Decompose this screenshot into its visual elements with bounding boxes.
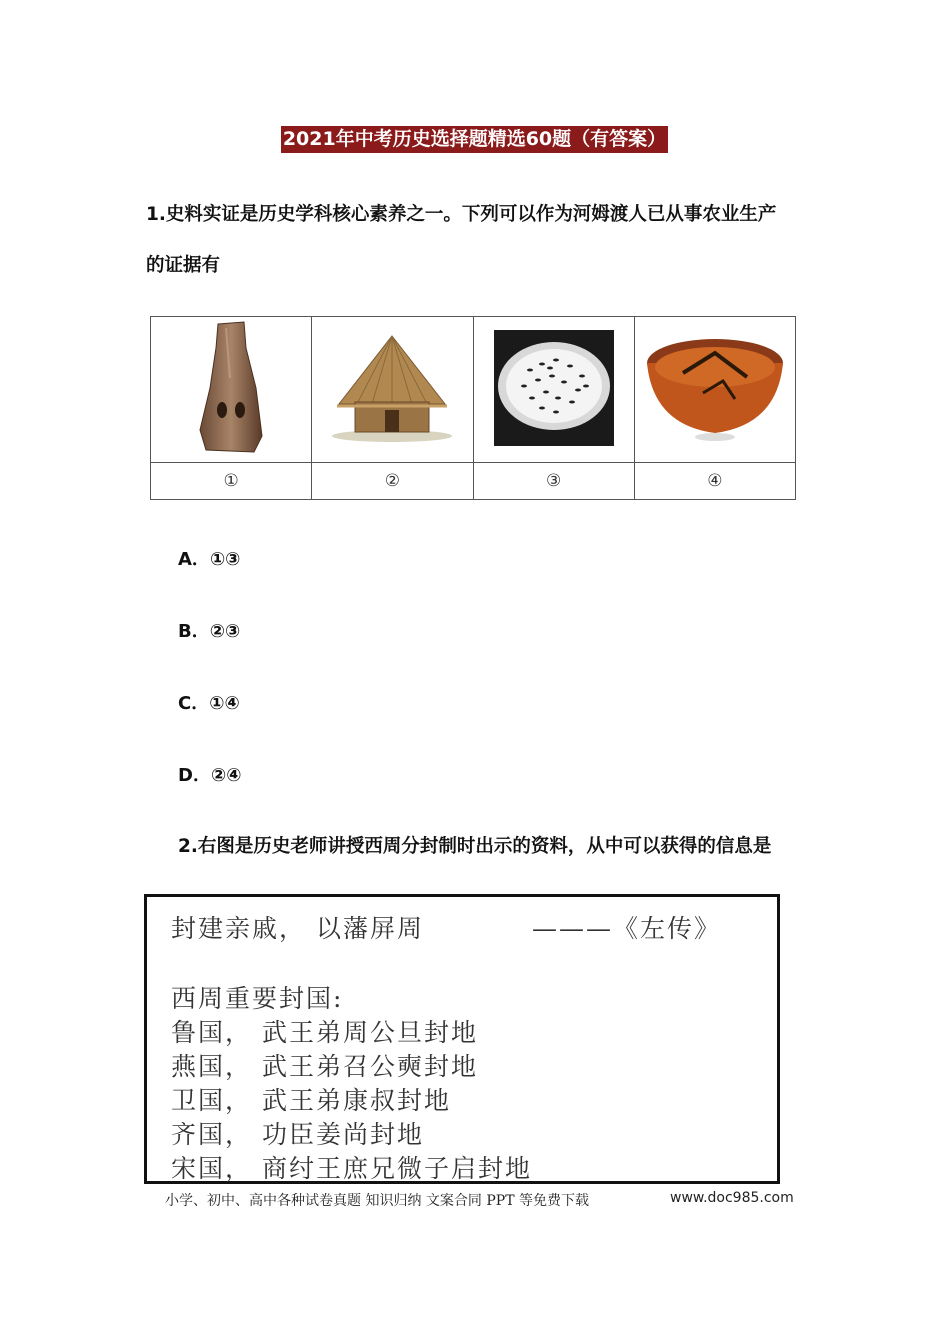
option-text: ①④ bbox=[209, 693, 240, 714]
image-label-1: ① bbox=[151, 463, 312, 500]
question-1-text-line2: 的证据有 bbox=[146, 255, 221, 276]
option-d[interactable] bbox=[178, 761, 241, 787]
image-cell-2 bbox=[312, 317, 473, 463]
footer-website[interactable]: www.doc985.com bbox=[670, 1190, 794, 1206]
painted-pottery-bowl-icon bbox=[643, 333, 787, 443]
historical-source-box bbox=[144, 894, 780, 1184]
image-label-4: ④ bbox=[634, 463, 795, 500]
option-letter: B． bbox=[178, 621, 210, 642]
question-1-text-line1: 1.史料实证是历史学科核心素养之一。下列可以作为河姆渡人已从事农业生产 bbox=[146, 204, 777, 225]
option-c[interactable] bbox=[178, 689, 240, 715]
image-label-3: ③ bbox=[473, 463, 634, 500]
image-cell-1 bbox=[151, 317, 312, 463]
option-text: ②③ bbox=[209, 621, 241, 642]
option-text: ②④ bbox=[210, 765, 242, 786]
question-2-text: 2.右图是历史老师讲授西周分封制时出示的资料，从中可以获得的信息是 bbox=[178, 836, 772, 857]
source-row: 齐国， 功臣姜尚封地 bbox=[171, 1120, 424, 1149]
source-attribution: ———《左传》 bbox=[532, 914, 722, 943]
source-heading: 西周重要封国: bbox=[171, 984, 344, 1013]
option-letter: D． bbox=[178, 765, 211, 786]
source-quote: 封建亲戚， 以藩屏周 bbox=[171, 914, 424, 943]
rice-grains-icon bbox=[494, 330, 614, 446]
source-row: 鲁国， 武王弟周公旦封地 bbox=[171, 1018, 478, 1047]
footer-text: 小学、初中、高中各种试卷真题 知识归纳 文案合同 PPT 等免费下载 bbox=[165, 1193, 589, 1209]
source-row: 燕国， 武王弟召公奭封地 bbox=[171, 1052, 478, 1081]
image-cell-4 bbox=[634, 317, 795, 463]
source-row: 卫国， 武王弟康叔封地 bbox=[171, 1086, 451, 1115]
question-1-image-table bbox=[150, 316, 796, 500]
source-row: 宋国， 商纣王庶兄微子启封地 bbox=[171, 1154, 532, 1183]
option-a[interactable] bbox=[178, 545, 240, 571]
thatched-hut-icon bbox=[327, 328, 457, 448]
option-letter: C． bbox=[178, 693, 210, 714]
option-letter: A． bbox=[178, 549, 210, 570]
option-b[interactable] bbox=[178, 617, 240, 643]
bone-plough-icon bbox=[196, 318, 266, 458]
option-text: ①③ bbox=[209, 549, 241, 570]
document-title: 2021年中考历史选择题精选60题（有答案） bbox=[281, 126, 668, 153]
image-label-2: ② bbox=[312, 463, 473, 500]
image-cell-3 bbox=[473, 317, 634, 463]
